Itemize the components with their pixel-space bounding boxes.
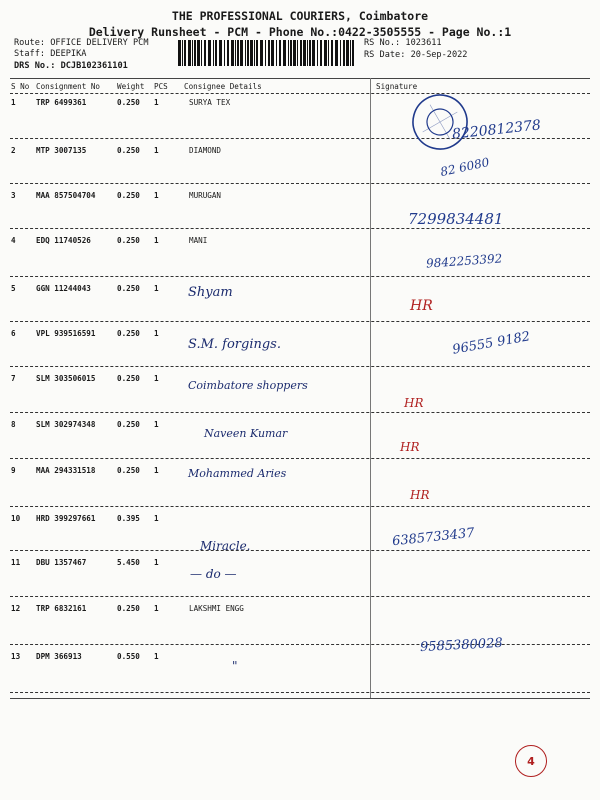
barcode-icon (178, 40, 358, 66)
barcode-bar (204, 40, 206, 66)
row-pcs: 1 (154, 146, 159, 155)
row-sno: 12 (11, 604, 21, 613)
barcode-bar (283, 40, 286, 66)
row-pcs: 1 (154, 191, 159, 200)
row-pcs: 1 (154, 514, 159, 523)
row-divider (10, 692, 590, 693)
barcode-bar (346, 40, 349, 66)
barcode-bar (231, 40, 234, 66)
col-header-signature: Signature (376, 82, 418, 91)
rs-date: RS Date: 20-Sep-2022 (364, 50, 468, 60)
row-consignee: LAKSHMI ENGG (189, 604, 244, 613)
row-consignment-no: VPL 939516591 (36, 329, 96, 338)
row-consignment-no: GGN 11244043 (36, 284, 91, 293)
row-consignment-no: MAA 294331518 (36, 466, 96, 475)
row-sno: 11 (11, 558, 21, 567)
signature-column-divider (370, 78, 371, 698)
barcode-bar (197, 40, 200, 66)
row-weight: 0.550 (117, 652, 140, 661)
barcode-bar (352, 40, 354, 66)
barcode-bar (184, 40, 186, 66)
row-consignment-no: MTP 3007135 (36, 146, 87, 155)
row-consignment-no: SLM 302974348 (36, 420, 96, 429)
barcode-bar (300, 40, 302, 66)
barcode-bar (271, 40, 274, 66)
col-header-consignment: Consignment No (36, 82, 101, 91)
row-signature: 8220812378 (451, 117, 542, 143)
row-weight: 0.250 (117, 146, 140, 155)
page-mark: 4 (515, 745, 547, 777)
row-pcs: 1 (154, 236, 159, 245)
row-pcs: 1 (154, 374, 159, 383)
barcode-bar (219, 40, 222, 66)
row-signature: 96555 9182 (451, 329, 532, 358)
row-divider (10, 644, 590, 645)
row-pcs: 1 (154, 466, 159, 475)
row-consignee-handwritten: — do — (190, 567, 237, 581)
barcode-bar (290, 40, 292, 66)
row-divider (10, 366, 590, 367)
row-signature: 82 6080 (439, 154, 491, 180)
row-weight: 5.450 (117, 558, 140, 567)
row-sno: 13 (11, 652, 21, 661)
rs-number: RS No.: 1023611 (364, 38, 442, 48)
barcode-bar (215, 40, 217, 66)
row-signature: 9585380028 (419, 635, 504, 656)
row-consignee-handwritten: " (232, 659, 238, 673)
col-header-sno: S No (11, 82, 30, 91)
barcode-bar (297, 40, 298, 66)
barcode-bar (224, 40, 225, 66)
row-pcs: 1 (154, 98, 159, 107)
row-divider (10, 596, 590, 597)
row-sno: 6 (11, 329, 16, 338)
row-divider (10, 228, 590, 229)
row-signature: 7299834481 (408, 210, 504, 228)
row-weight: 0.250 (117, 284, 140, 293)
barcode-bar (303, 40, 306, 66)
barcode-bar (237, 40, 239, 66)
barcode-bar (178, 40, 181, 66)
barcode-bar (312, 40, 315, 66)
row-consignment-no: DPM 366913 (36, 652, 82, 661)
barcode-bar (213, 40, 214, 66)
row-consignment-no: SLM 303506015 (36, 374, 96, 383)
col-header-pcs: PCS (154, 82, 168, 91)
company-stamp-icon (410, 92, 470, 152)
barcode-bar (208, 40, 211, 66)
row-signature: HR (410, 488, 430, 502)
route-label: Route: OFFICE DELIVERY PCM (14, 38, 149, 48)
row-divider (10, 412, 590, 413)
barcode-bar (247, 40, 249, 66)
barcode-bar (309, 40, 311, 66)
staff-label: Staff: DEEPIKA (14, 49, 87, 59)
row-weight: 0.250 (117, 329, 140, 338)
row-weight: 0.250 (117, 191, 140, 200)
runsheet-subtitle: Delivery Runsheet - PCM - Phone No.:0422-3505555 - Page No.:1 (88, 25, 512, 39)
row-sno: 8 (11, 420, 16, 429)
row-consignment-no: HRD 399297661 (36, 514, 96, 523)
barcode-bar (192, 40, 193, 66)
row-divider (10, 458, 590, 459)
barcode-bar (201, 40, 202, 66)
barcode-bar (350, 40, 351, 66)
row-weight: 0.395 (117, 514, 140, 523)
row-consignee-handwritten: Mohammed Aries (188, 467, 287, 480)
row-consignee-handwritten: Miracle. (200, 539, 251, 553)
barcode-bar (328, 40, 329, 66)
row-sno: 9 (11, 466, 16, 475)
barcode-bar (268, 40, 270, 66)
row-divider (10, 321, 590, 322)
row-divider (10, 550, 590, 551)
barcode-bar (293, 40, 296, 66)
barcode-bar (260, 40, 263, 66)
table-bottom-border (10, 698, 590, 699)
barcode-bar (276, 40, 277, 66)
barcode-bar (265, 40, 266, 66)
row-pcs: 1 (154, 652, 159, 661)
col-header-weight: Weight (117, 82, 145, 91)
row-consignment-no: TRP 6499361 (36, 98, 87, 107)
row-pcs: 1 (154, 420, 159, 429)
row-weight: 0.250 (117, 604, 140, 613)
barcode-bar (256, 40, 258, 66)
row-sno: 4 (11, 236, 16, 245)
row-sno: 10 (11, 514, 21, 523)
barcode-bar (317, 40, 318, 66)
row-divider (10, 138, 590, 139)
row-signature: HR (404, 396, 424, 410)
barcode-bar (250, 40, 253, 66)
row-signature: HR (410, 298, 433, 314)
row-sno: 2 (11, 146, 16, 155)
row-weight: 0.250 (117, 236, 140, 245)
row-signature: HR (400, 440, 420, 454)
row-weight: 0.250 (117, 466, 140, 475)
row-sno: 1 (11, 98, 16, 107)
row-sno: 3 (11, 191, 16, 200)
row-sno: 7 (11, 374, 16, 383)
barcode-bar (343, 40, 345, 66)
row-consignee-handwritten: S.M. forgings. (188, 337, 281, 352)
row-weight: 0.250 (117, 420, 140, 429)
row-consignee: SURYA TEX (189, 98, 231, 107)
row-signature: 9842253392 (425, 251, 503, 271)
row-sno: 5 (11, 284, 16, 293)
barcode-bar (194, 40, 196, 66)
barcode-bar (320, 40, 322, 66)
runsheet-title: THE PROFESSIONAL COURIERS, Coimbatore (171, 9, 429, 23)
row-consignee-handwritten: Shyam (188, 285, 233, 300)
row-consignee: MURUGAN (189, 191, 222, 200)
barcode-bar (235, 40, 236, 66)
row-consignee-handwritten: Coimbatore shoppers (188, 379, 308, 392)
row-divider (10, 276, 590, 277)
row-consignment-no: DBU 1357467 (36, 558, 87, 567)
barcode-bar (335, 40, 338, 66)
row-pcs: 1 (154, 558, 159, 567)
barcode-bar (188, 40, 191, 66)
barcode-bar (331, 40, 333, 66)
row-consignee: MANI (189, 236, 208, 245)
barcode-bar (227, 40, 229, 66)
col-header-consignee: Consignee Details (184, 82, 262, 91)
row-consignee-handwritten: Naveen Kumar (204, 427, 288, 440)
barcode-bar (288, 40, 289, 66)
row-pcs: 1 (154, 329, 159, 338)
barcode-bar (340, 40, 341, 66)
row-consignment-no: EDQ 11740526 (36, 236, 91, 245)
barcode-bar (307, 40, 308, 66)
row-divider (10, 506, 590, 507)
drs-number: DRS No.: DCJB102361101 (14, 61, 128, 71)
barcode-bar (182, 40, 183, 66)
row-consignment-no: TRP 6832161 (36, 604, 87, 613)
row-consignee: DIAMOND (189, 146, 222, 155)
row-signature: 6385733437 (391, 525, 476, 550)
barcode-bar (245, 40, 246, 66)
barcode-bar (254, 40, 255, 66)
row-weight: 0.250 (117, 98, 140, 107)
barcode-bar (324, 40, 327, 66)
row-weight: 0.250 (117, 374, 140, 383)
row-pcs: 1 (154, 284, 159, 293)
table-top-border (10, 78, 590, 79)
row-divider (10, 183, 590, 184)
header-divider (10, 93, 590, 94)
barcode-bar (279, 40, 281, 66)
row-consignment-no: MAA 857504704 (36, 191, 96, 200)
barcode-bar (240, 40, 243, 66)
row-pcs: 1 (154, 604, 159, 613)
